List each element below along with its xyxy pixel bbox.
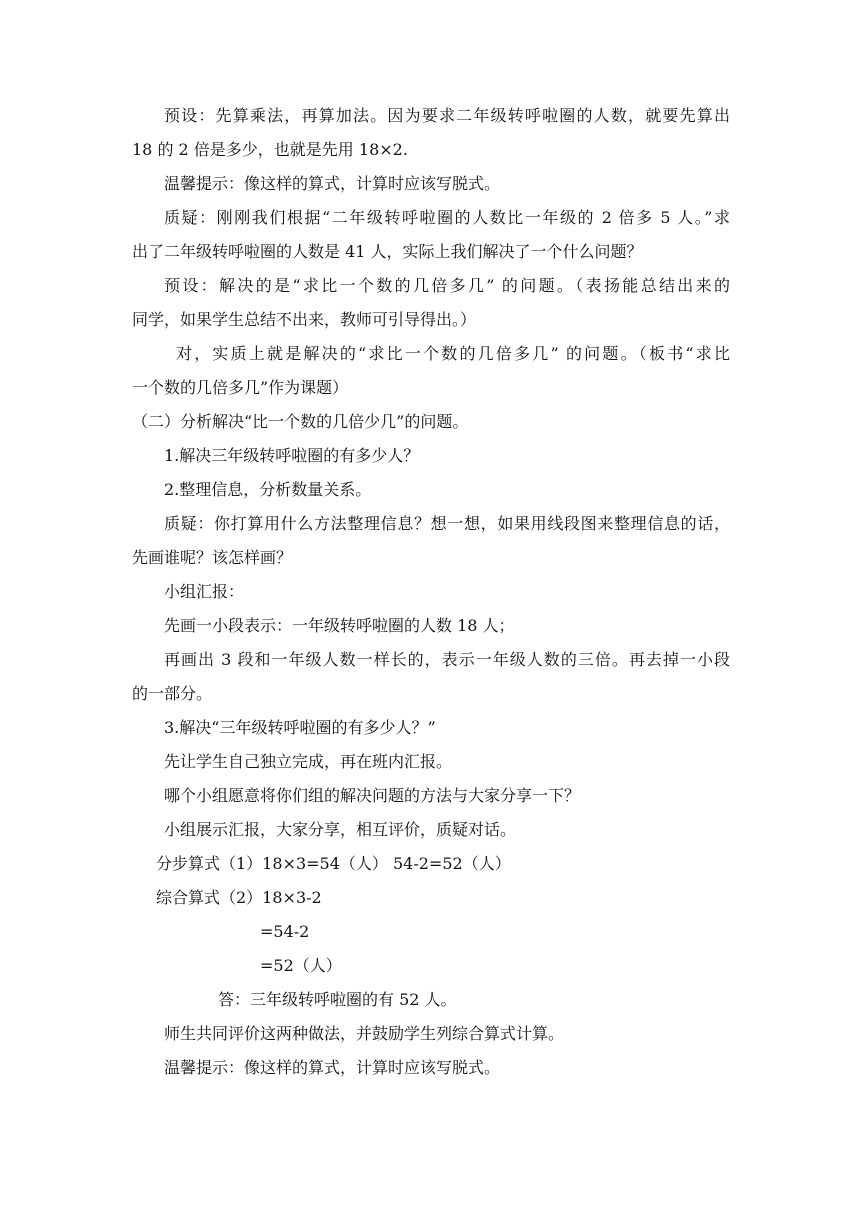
paragraph-line: 质疑：你打算用什么方法整理信息？想一想，如果用线段图来整理信息的话， [164, 514, 730, 533]
equation-step: =52（人） [260, 956, 342, 975]
paragraph-line: 出了二年级转呼啦圈的人数是 41 人，实际上我们解决了一个什么问题？ [132, 242, 643, 261]
step-equation: 分步算式（1）18×3=54（人） 54-2=52（人） [156, 854, 511, 873]
paragraph-line: 18 的 2 倍是多少，也就是先用 18×2. [132, 140, 408, 159]
list-item: 2.整理信息，分析数量关系。 [164, 480, 372, 499]
paragraph-line: 哪个小组愿意将你们组的解决问题的方法与大家分享一下？ [164, 786, 581, 805]
paragraph-line: 温馨提示：像这样的算式，计算时应该写脱式。 [164, 1058, 501, 1077]
paragraph-line: 同学，如果学生总结不出来，教师可引导得出。） [132, 310, 477, 329]
combined-equation: 综合算式（2）18×3-2 [156, 888, 322, 907]
paragraph-line: 先画一小段表示：一年级转呼啦圈的人数 18 人； [164, 616, 515, 635]
paragraph-line: 的一部分。 [132, 684, 213, 703]
equation-step: =54-2 [260, 922, 310, 941]
paragraph-line: 小组汇报： [164, 582, 245, 601]
paragraph-line: 小组展示汇报，大家分享，相互评价，质疑对话。 [164, 820, 517, 839]
paragraph-line: 先画谁呢？该怎样画？ [132, 548, 293, 567]
answer-line: 答：三年级转呼啦圈的有 52 人。 [218, 990, 457, 1009]
paragraph-line: 一个数的几倍多几”作为课题） [132, 378, 349, 397]
section-heading: （二）分析解决“比一个数的几倍少几”的问题。 [132, 412, 469, 431]
paragraph-line: 再画出 3 段和一年级人数一样长的，表示一年级人数的三倍。再去掉一小段 [164, 650, 730, 669]
paragraph-line: 先让学生自己独立完成，再在班内汇报。 [164, 752, 453, 771]
paragraph-line: 预设：解决的是“求比一个数的几倍多几” 的问题。（表扬能总结出来的 [164, 276, 730, 295]
paragraph-line: 温馨提示：像这样的算式，计算时应该写脱式。 [164, 174, 501, 193]
paragraph-line: 师生共同评价这两种做法，并鼓励学生列综合算式计算。 [164, 1024, 565, 1043]
paragraph-line: 质疑：刚刚我们根据“二年级转呼啦圈的人数比一年级的 2 倍多 5 人。”求 [164, 208, 730, 227]
list-item: 1.解决三年级转呼啦圈的有多少人？ [164, 446, 420, 465]
paragraph-line: 对，实质上就是解决的“求比一个数的几倍多几” 的问题。（板书“求比 [176, 344, 730, 363]
paragraph-line: 预设：先算乘法，再算加法。因为要求二年级转呼啦圈的人数，就要先算出 [164, 106, 730, 125]
list-item: 3.解决“三年级转呼啦圈的有多少人？” [164, 718, 436, 737]
